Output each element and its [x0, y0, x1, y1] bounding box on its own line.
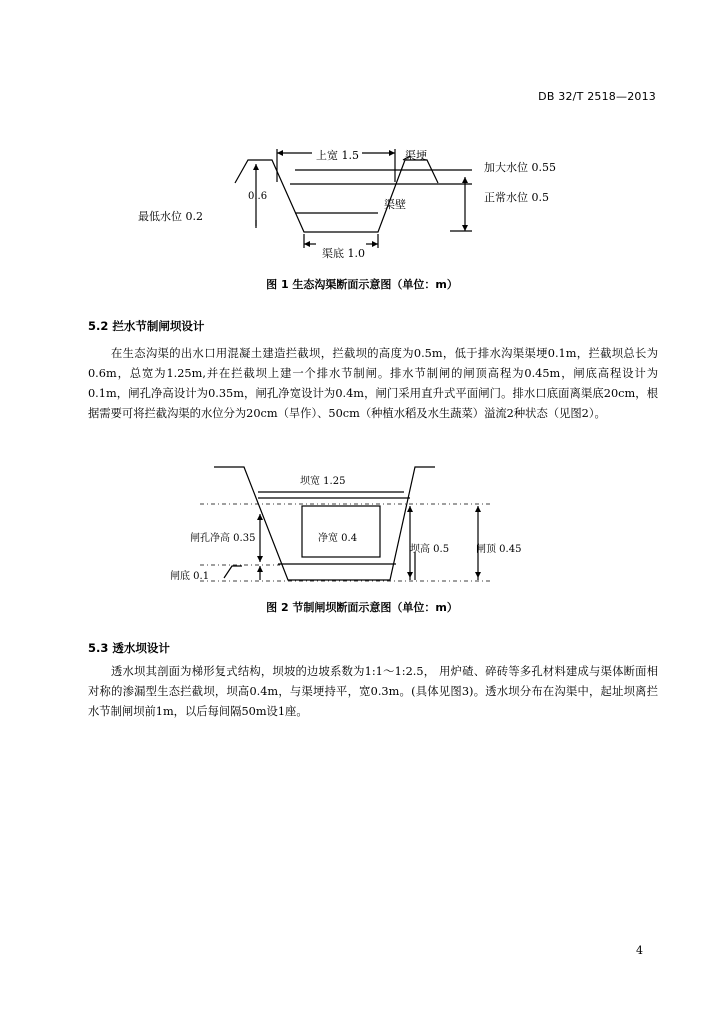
- fig2-gate-height-label: 闸孔净高 0.35: [190, 533, 256, 544]
- figure-2-gate-dam-section: [160, 462, 560, 590]
- fig1-wall-label: 渠壁: [384, 198, 406, 211]
- fig1-normal-level-label: 正常水位 0.5: [484, 191, 549, 204]
- standard-code: DB 32/T 2518—2013: [538, 90, 656, 103]
- fig1-top-width-label: 上宽 1.5: [316, 149, 359, 162]
- fig2-clear-width-label: 净宽 0.4: [318, 533, 358, 544]
- figure-1-ditch-section: [120, 140, 600, 270]
- section-5-3-heading: 5.3 透水坝设计: [88, 641, 170, 655]
- figure-1-caption: 图 1 生态沟渠断面示意图（单位：m）: [266, 278, 458, 291]
- figure-2-caption: 图 2 节制闸坝断面示意图（单位：m）: [266, 601, 458, 614]
- fig2-gate-top-label: 闸顶 0.45: [476, 544, 522, 555]
- section-5-3-paragraph: 透水坝其剖面为梯形复式结构，坝坡的边坡系数为1:1～1:2.5， 用炉碴、碎砖等多孔材料建成与渠体断面相对称的渗漏型生态拦截坝，坝高0.4m，与渠埂持平，宽0.3m。(具体见图3)。透水坝分布在沟渠中，起址坝离拦水节制闸坝前1m，以后每间隔50m设1座。: [88, 665, 658, 718]
- fig2-dam-width-label: 坝宽 1.25: [300, 476, 346, 487]
- section-5-2-paragraph: 在生态沟渠的出水口用混凝土建造拦截坝，拦截坝的高度为0.5m，低于排水沟渠渠埂0.1m，拦截坝总长为0.6m，总宽为1.25m,并在拦截坝上建一个排水节制闸。排水节制闸的闸顶高程为0.45m，闸底高程设计为0.1m，闸孔净高设计为0.35m，闸孔净宽设计为0.4m，闸门采用直升式平面闸门。排水口底面离渠底20cm，根据需要可将拦截沟渠的水位分为20cm（旱作）、50cm（种植水稻及水生蔬菜）溢流2种状态（见图2）。: [88, 347, 658, 420]
- section-5-2-heading: 5.2 拦水节制闸坝设计: [88, 319, 205, 333]
- fig1-bottom-label: 渠底 1.0: [322, 247, 365, 260]
- page-number: 4: [636, 944, 643, 957]
- fig1-min-level-label: 最低水位 0.2: [138, 210, 203, 223]
- fig2-dam-height-label: 坝高 0.5: [410, 544, 450, 555]
- fig1-slope-label: 0..6: [248, 191, 268, 202]
- fig2-gate-bottom-label: 闸底 0.1: [170, 571, 210, 582]
- fig1-raised-level-label: 加大水位 0.55: [484, 161, 556, 174]
- fig1-berm-label: 渠埂: [405, 149, 427, 162]
